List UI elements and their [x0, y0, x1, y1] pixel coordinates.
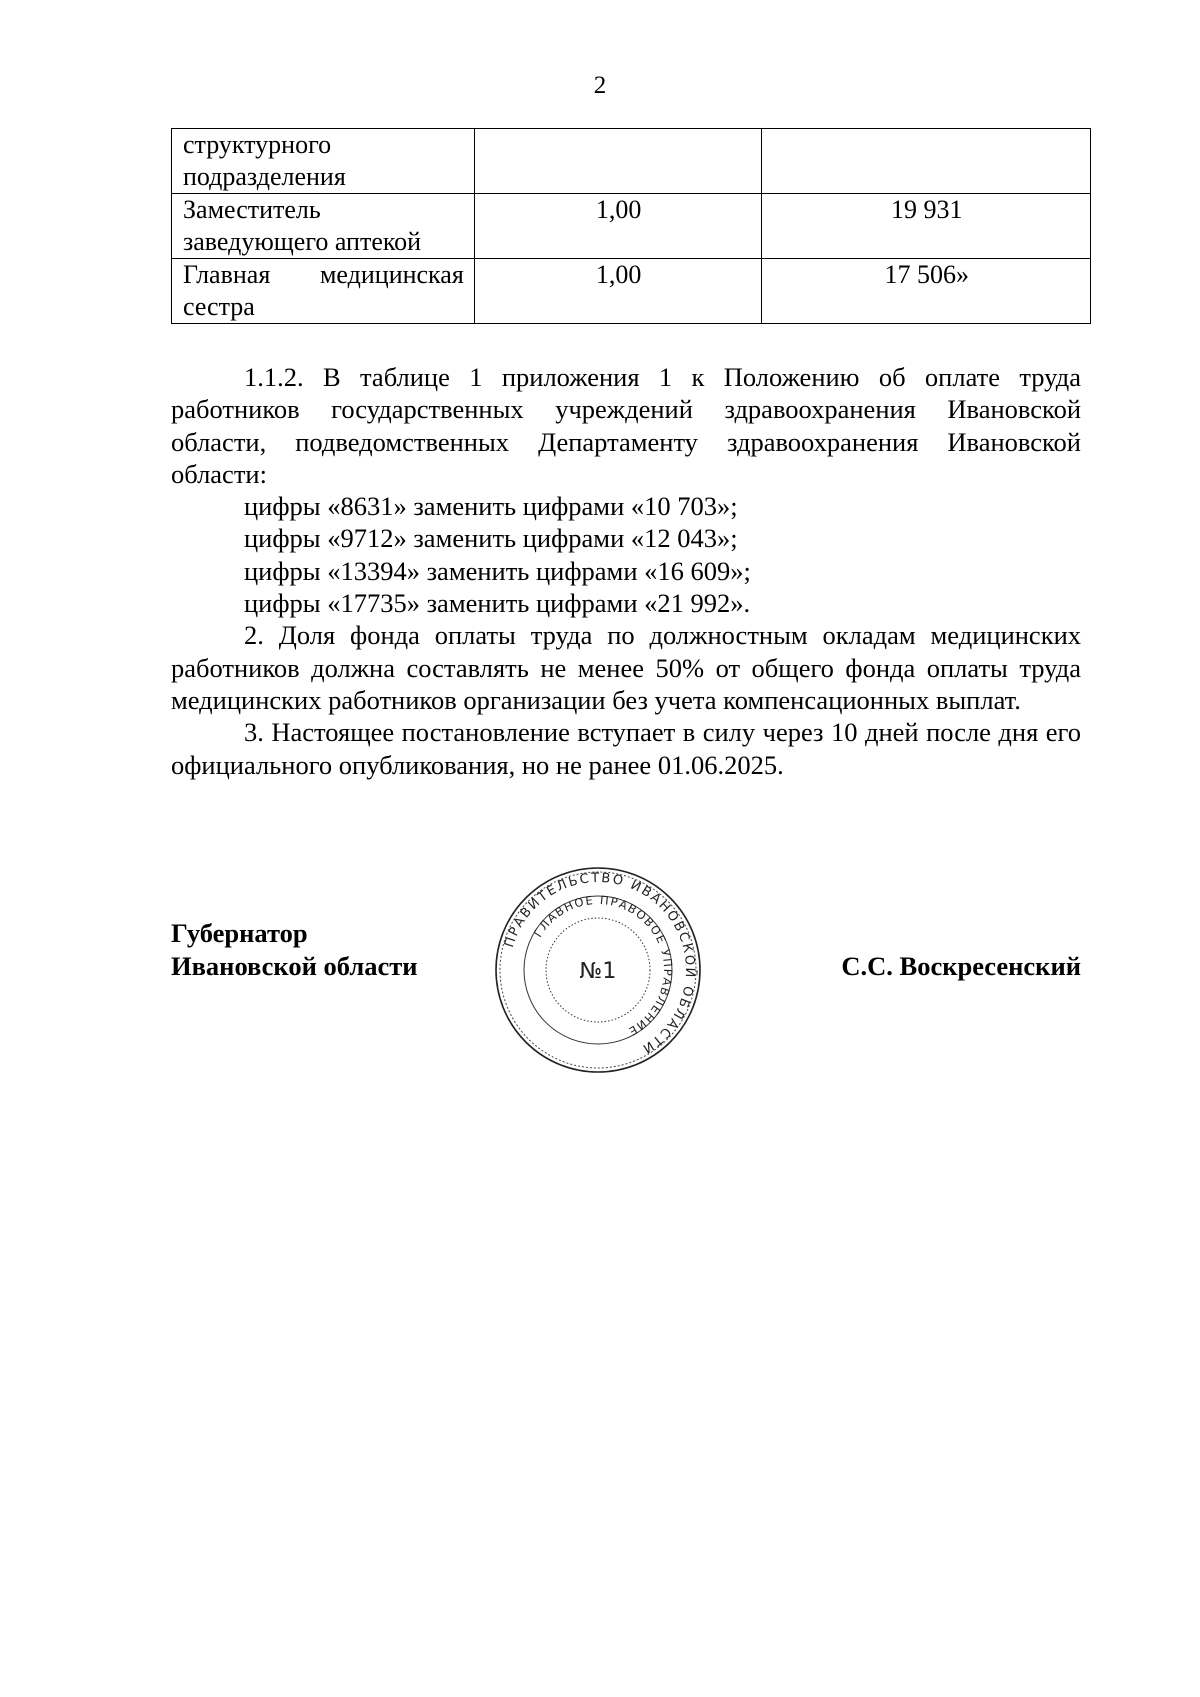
signatory-title-line: Ивановской области — [171, 951, 418, 981]
table-row — [172, 129, 1091, 194]
table-cell-position — [172, 129, 475, 194]
official-seal-stamp — [493, 865, 703, 1075]
replacement-item: цифры «8631» заменить цифрами «10 703»; — [244, 491, 738, 522]
cell-line: сестра — [183, 292, 255, 321]
paragraph-2: 2. Доля фонда оплаты труда по должностным окладам медицинских работников должна составлять не менее 50% от общего фонда оплаты труда медицинских работников организации без учета компенсационных выплат. — [171, 620, 1081, 715]
replacement-item: цифры «9712» заменить цифрами «12 043»; — [244, 523, 738, 554]
table-cell-salary: 19 931 — [762, 194, 1091, 259]
paragraph-3: 3. Настоящее постановление вступает в силу через 10 дней после дня его официального опубликования, но не ранее 01.06.2025. — [171, 717, 1081, 780]
table-row — [172, 259, 1091, 324]
seal-inner-text: ГЛАВНОЕ ПРАВОВОЕ УПРАВЛЕНИЕ — [530, 892, 676, 1040]
table-cell-rate: 1,00 — [474, 194, 762, 259]
seal-outer-text: ПРАВИТЕЛЬСТВО ИВАНОВСКОЙ ОБЛАСТИ — [502, 870, 698, 1057]
document-body — [171, 361, 1081, 781]
seal-number: №1 — [579, 959, 617, 984]
signatory-title-line: Губернатор — [171, 918, 308, 948]
cell-line: подразделения — [183, 162, 346, 191]
cell-line: Главная медицинская — [183, 260, 464, 289]
replacement-item: цифры «17735» заменить цифрами «21 992». — [244, 588, 751, 619]
signature-block — [171, 870, 1081, 1075]
table-cell-position — [172, 259, 475, 324]
table-cell-salary — [762, 129, 1091, 194]
page-number: 2 — [593, 72, 607, 99]
table-cell-rate — [474, 129, 762, 194]
salary-table — [171, 128, 1091, 324]
cell-line: Заместитель — [183, 195, 321, 224]
paragraph-1-1-2: 1.1.2. В таблице 1 приложения 1 к Положению об оплате труда работников государственных учреждений здравоохранения Ивановской области, подведомственных Департаменту здравоохранения Ивановской области: — [171, 362, 1081, 489]
table-cell-position — [172, 194, 475, 259]
table-cell-salary: 17 506» — [762, 259, 1091, 324]
replacement-list — [171, 490, 1081, 619]
cell-line: структурного — [183, 130, 332, 159]
signatory-name: С.С. Воскресенский — [841, 951, 1081, 981]
replacement-item: цифры «13394» заменить цифрами «16 609»; — [244, 555, 751, 586]
table-cell-rate: 1,00 — [474, 259, 762, 324]
table-row — [172, 194, 1091, 259]
cell-line: заведующего аптекой — [183, 227, 422, 256]
signatory-title — [171, 917, 418, 983]
